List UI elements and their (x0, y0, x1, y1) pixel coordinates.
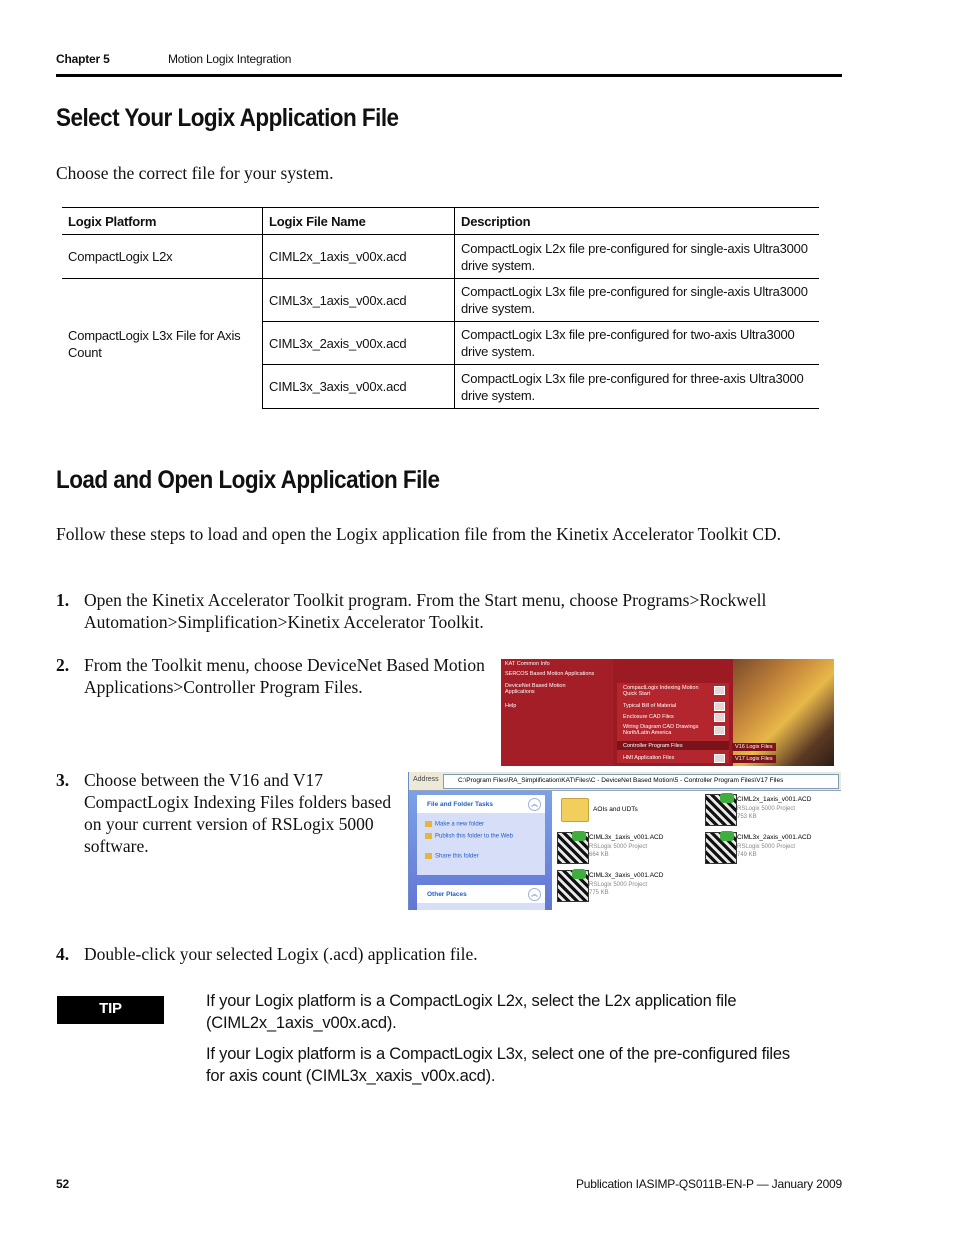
arrow-icon (714, 686, 725, 695)
arrow-icon (714, 702, 725, 711)
menu-item[interactable]: DeviceNet Based Motion Applications (505, 683, 566, 695)
panel-title: Other Places (427, 891, 467, 898)
step-text: Choose between the V16 and V17 CompactLogix Indexing Files folders based on your current version of RSLogix 5000 software. (84, 770, 392, 856)
file-name: AOIs and UDTs (593, 806, 638, 813)
section-heading-load: Load and Open Logix Application File (56, 466, 440, 494)
acd-file-icon (705, 832, 737, 864)
tip-text: If your Logix platform is a CompactLogix L2x, select the L2x application file (CIML2x_1axis_v00x.acd). (206, 992, 737, 1032)
file-name: CIML2x_1axis_v001.ACD (737, 796, 812, 803)
table-cell-description: CompactLogix L2x file pre-configured for single-axis Ultra3000 drive system. (455, 235, 820, 279)
menu-item-selected[interactable]: Controller Program Files (623, 743, 683, 749)
file-type: RSLogix 5000 Project (737, 844, 796, 850)
file-folder-tasks-panel (417, 795, 545, 875)
step-number: 1. (56, 590, 70, 610)
share-icon (425, 853, 432, 859)
file-size: 753 KB (737, 814, 757, 820)
file-name: CIML3x_3axis_v001.ACD (589, 872, 664, 879)
arrow-icon (714, 754, 725, 763)
file-size: 775 KB (589, 890, 609, 896)
acd-file-icon (705, 794, 737, 826)
step-number: 3. (56, 770, 70, 790)
toolkit-menu-screenshot (501, 659, 834, 766)
table-row (62, 235, 819, 279)
submenu-item[interactable]: V17 Logix Files (732, 755, 776, 763)
panel-header[interactable] (417, 885, 545, 903)
table-cell-description: CompactLogix L3x file pre-configured for single-axis Ultra3000 drive system. (455, 279, 820, 322)
tip-badge: TIP (57, 996, 164, 1024)
table-cell-file: CIML3x_1axis_v00x.acd (263, 279, 455, 322)
folder-icon (561, 798, 589, 822)
step-text: Double-click your selected Logix (.acd) application file. (84, 944, 478, 964)
logix-file-table (62, 207, 819, 409)
table-cell-platform: CompactLogix L2x (62, 235, 263, 279)
explorer-screenshot (408, 772, 841, 910)
table-row (62, 279, 819, 322)
tip-text: If your Logix platform is a CompactLogix L3x, select one of the pre-configured files for axis count (CIML3x_xaxis_v00x.acd). (206, 1045, 790, 1085)
table-header-description: Description (455, 208, 820, 235)
step-number: 2. (56, 655, 70, 675)
address-field[interactable] (443, 774, 839, 789)
section-intro: Follow these steps to load and open the Logix application file from the Kinetix Accelerator Toolkit CD. (56, 524, 782, 544)
other-places-panel (417, 885, 545, 910)
folder-icon (425, 821, 432, 827)
submenu-item[interactable]: V16 Logix Files (732, 743, 776, 751)
menu-item[interactable]: Enclosure CAD Files (623, 714, 674, 720)
address-bar (409, 772, 841, 791)
acd-file-icon (557, 870, 589, 902)
chapter-label: Chapter 5 (56, 52, 110, 66)
task-link[interactable]: Share this folder (425, 853, 479, 860)
header-rule (56, 74, 842, 77)
table-cell-description: CompactLogix L3x file pre-configured for two-axis Ultra3000 drive system. (455, 322, 820, 365)
arrow-icon (714, 726, 725, 735)
panel-title: File and Folder Tasks (427, 801, 493, 808)
menu-item[interactable]: Help (505, 703, 517, 709)
step-number: 4. (56, 944, 70, 964)
chapter-title: Motion Logix Integration (168, 52, 292, 66)
menu-item[interactable]: SERCOS Based Motion Applications (505, 671, 595, 677)
task-link[interactable]: Publish this folder to the Web (425, 833, 513, 840)
page-number: 52 (56, 1177, 69, 1191)
section-intro: Choose the correct file for your system. (56, 163, 334, 183)
address-label: Address (413, 776, 439, 783)
file-size: 749 KB (737, 852, 757, 858)
panel-header[interactable] (417, 795, 545, 813)
file-type: RSLogix 5000 Project (589, 882, 648, 888)
table-header-platform: Logix Platform (62, 208, 263, 235)
acd-file-icon (557, 832, 589, 864)
collapse-icon[interactable]: ︽ (528, 888, 541, 901)
table-cell-file: CIML3x_2axis_v00x.acd (263, 322, 455, 365)
address-path: C:\Program Files\RA_Simplification\KAT\Files\C - DeviceNet Based Motion\5 - Controller Program Files\V17 Files (458, 777, 784, 784)
table-cell-file: CIML2x_1axis_v00x.acd (263, 235, 455, 279)
menu-item[interactable]: HMI Application Files (623, 755, 675, 761)
table-header-row (62, 208, 819, 235)
arrow-icon (714, 713, 725, 722)
task-link[interactable]: Make a new folder (425, 821, 484, 828)
section-heading-select: Select Your Logix Application File (56, 104, 399, 132)
publication-info: Publication IASIMP-QS011B-EN-P — January 2009 (575, 1177, 842, 1191)
menu-item[interactable]: KAT Common Info (505, 661, 550, 667)
step-text: Open the Kinetix Accelerator Toolkit program. From the Start menu, choose Programs>Rockwell Automation>Simplification>Kinetix Accelerator Toolkit. (84, 590, 767, 632)
file-type: RSLogix 5000 Project (737, 806, 796, 812)
task-pane (409, 791, 552, 910)
menu-item[interactable]: Typical Bill of Material (623, 703, 677, 709)
step-text: From the Toolkit menu, choose DeviceNet Based Motion Applications>Controller Program Files. (84, 655, 485, 697)
file-size: 664 KB (589, 852, 609, 858)
menu-item[interactable]: CompactLogix Indexing Motion Quick Start (623, 685, 699, 697)
collapse-icon[interactable]: ︽ (528, 798, 541, 811)
table-cell-file: CIML3x_3axis_v00x.acd (263, 365, 455, 409)
table-header-file: Logix File Name (263, 208, 455, 235)
table-cell-description: CompactLogix L3x file pre-configured for three-axis Ultra3000 drive system. (455, 365, 820, 409)
file-name: CIML3x_2axis_v001.ACD (737, 834, 812, 841)
file-name: CIML3x_1axis_v001.ACD (589, 834, 664, 841)
file-type: RSLogix 5000 Project (589, 844, 648, 850)
menu-item[interactable]: Wiring Diagram CAD Drawings North/Latin America (623, 724, 699, 736)
table-cell-platform: CompactLogix L3x File for Axis Count (62, 279, 263, 409)
globe-icon (425, 833, 432, 839)
